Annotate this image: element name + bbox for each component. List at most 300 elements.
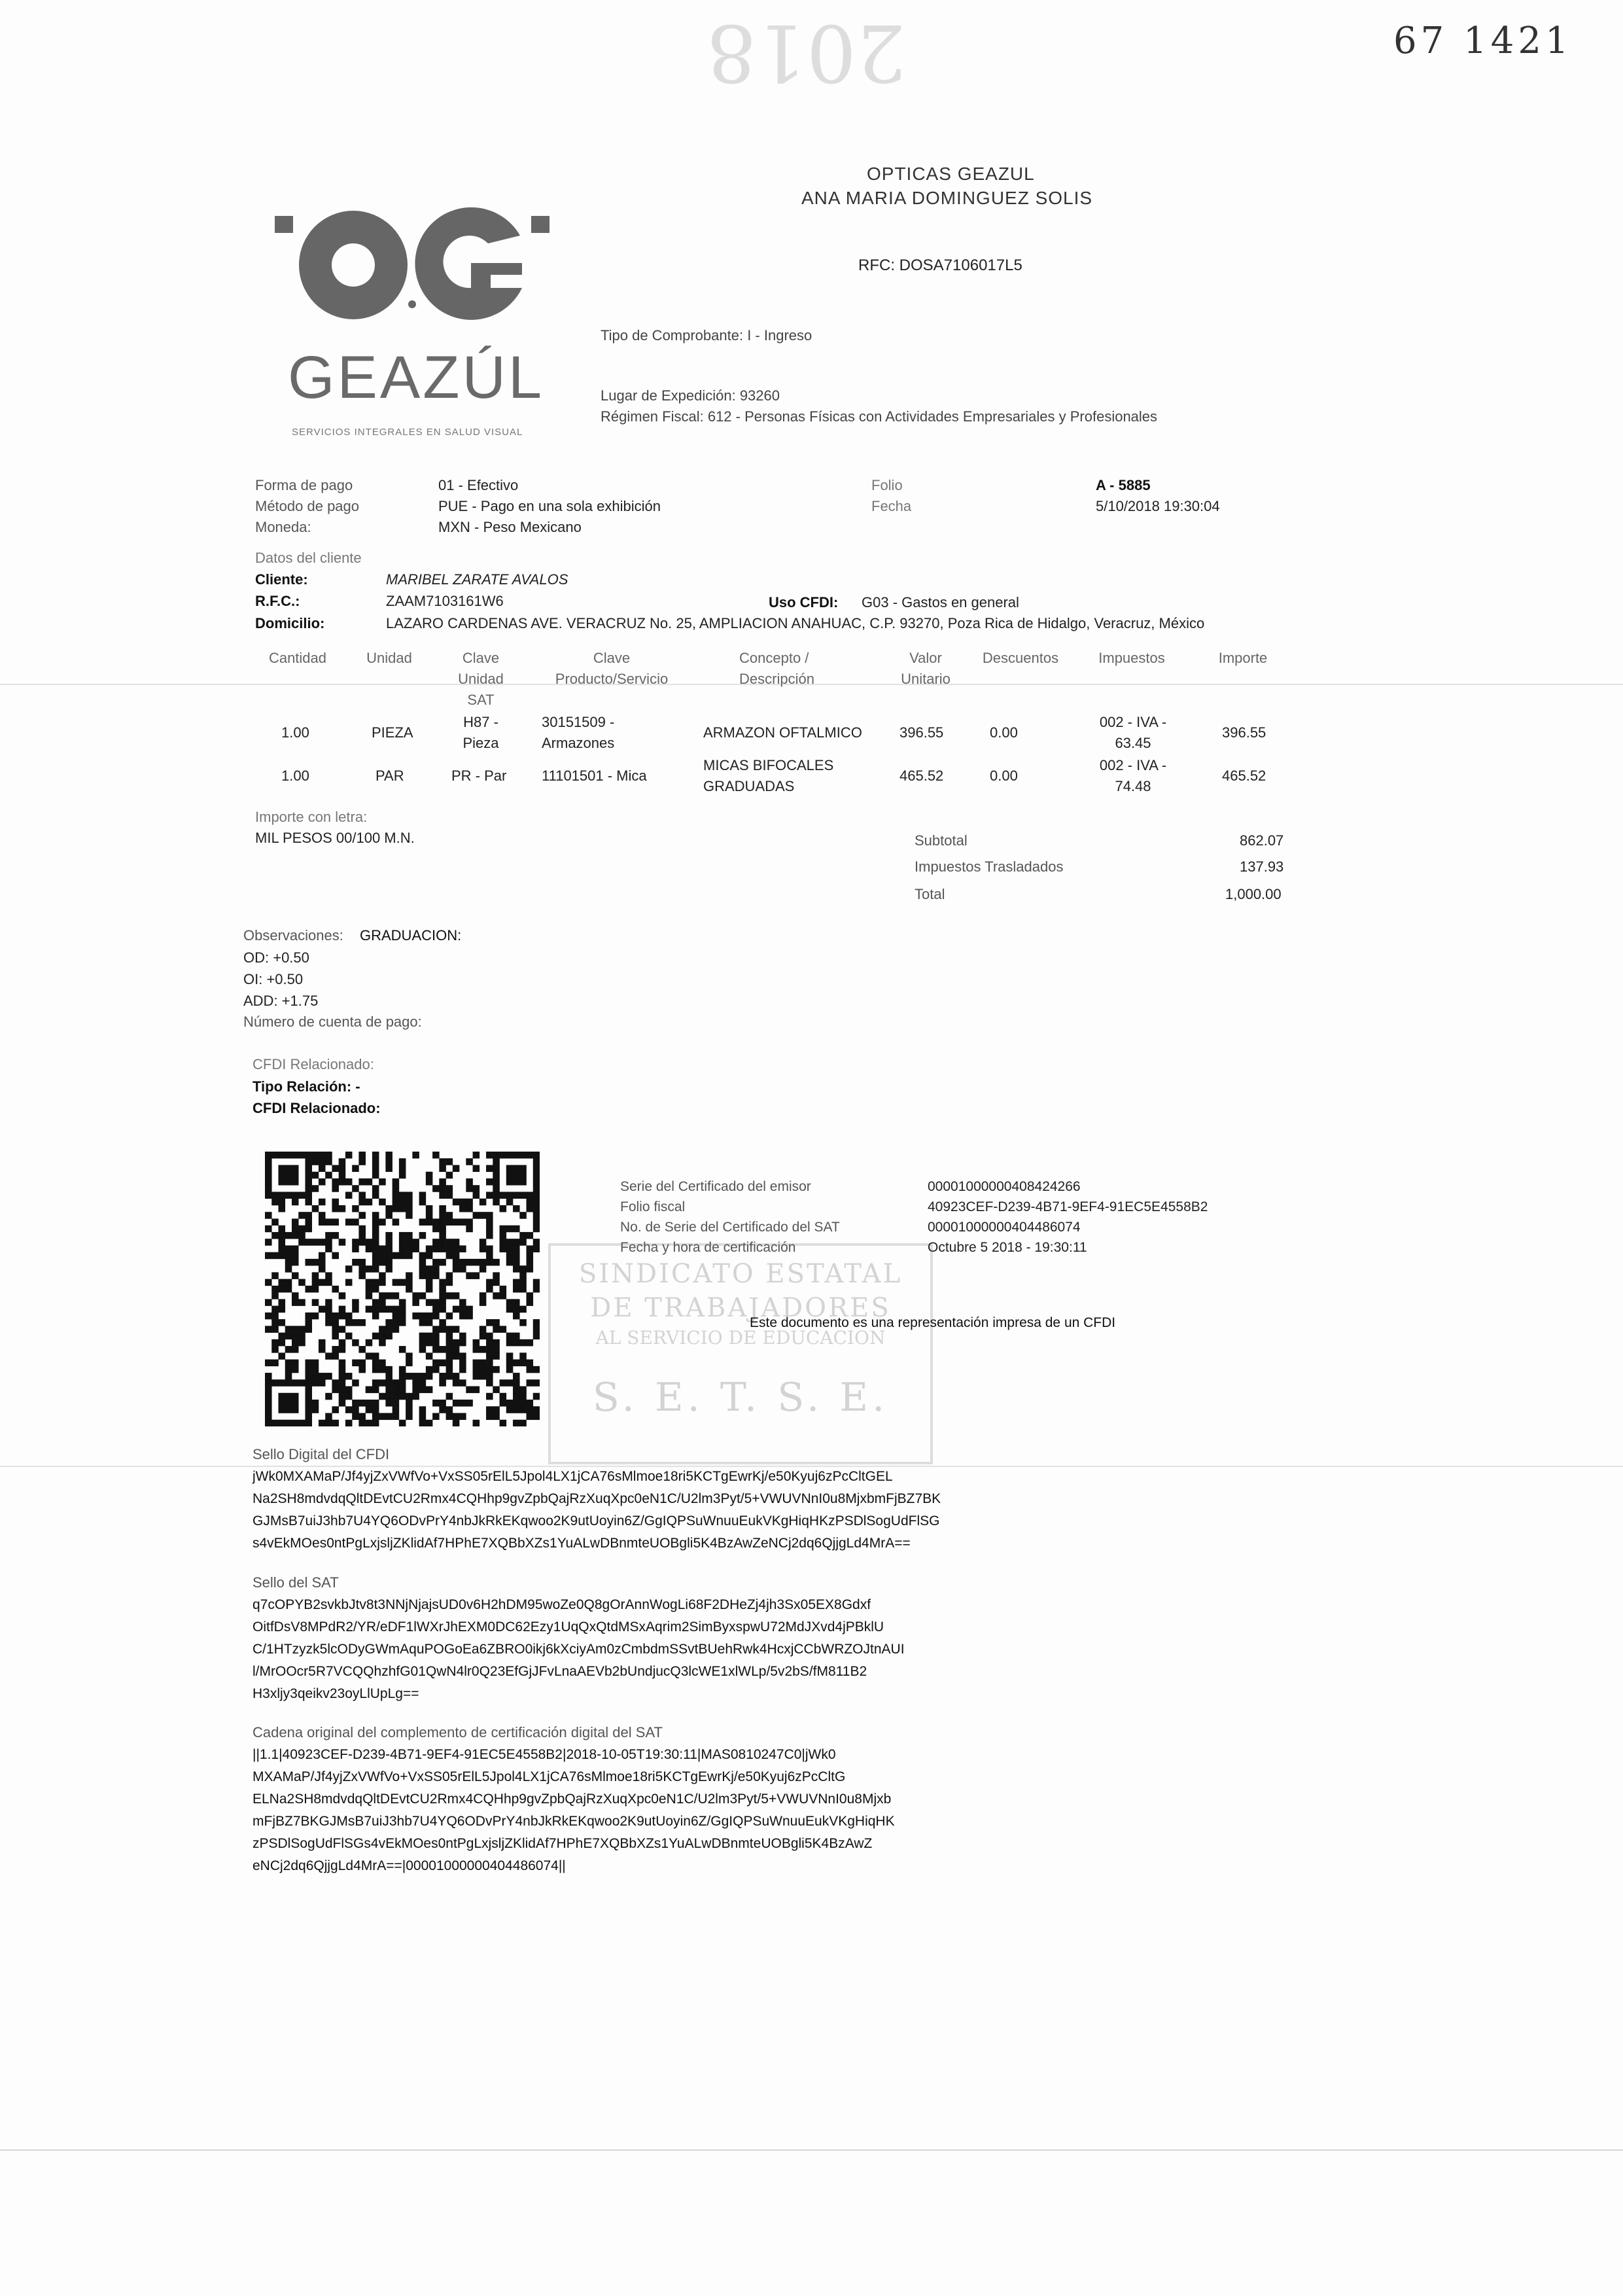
qr-module	[325, 1413, 332, 1421]
qr-module	[432, 1218, 440, 1226]
qr-module	[493, 1366, 500, 1373]
table-row-2-unidad: PAR	[375, 768, 404, 784]
qr-module	[325, 1239, 332, 1246]
qr-module	[432, 1339, 440, 1347]
qr-module	[486, 1333, 493, 1340]
qr-module	[519, 1306, 527, 1313]
qr-module	[426, 1352, 433, 1360]
qr-module	[453, 1352, 460, 1360]
qr-module	[513, 1178, 520, 1186]
qr-module	[312, 1360, 319, 1367]
qr-module	[486, 1339, 493, 1347]
qr-module	[265, 1252, 272, 1260]
qr-module	[446, 1239, 453, 1246]
qr-module	[519, 1239, 527, 1246]
qr-module	[352, 1218, 359, 1226]
qr-module	[325, 1272, 332, 1279]
observaciones-label: Observaciones:	[243, 927, 343, 944]
qr-module	[372, 1265, 379, 1273]
qr-module	[432, 1245, 440, 1252]
qr-module	[513, 1252, 520, 1260]
qr-module	[366, 1386, 373, 1394]
qr-module	[399, 1299, 406, 1306]
qr-module	[319, 1218, 326, 1226]
qr-module	[372, 1420, 379, 1426]
qr-module	[453, 1239, 460, 1246]
qr-module	[453, 1346, 460, 1353]
qr-module	[325, 1172, 332, 1179]
qr-module	[519, 1178, 527, 1186]
client-rfc-value: ZAAM7103161W6	[386, 593, 504, 609]
qr-module	[426, 1218, 433, 1226]
qr-module	[527, 1406, 534, 1413]
qr-module	[486, 1360, 493, 1367]
qr-module	[432, 1326, 440, 1333]
qr-module	[312, 1272, 319, 1279]
qr-module	[352, 1185, 359, 1192]
qr-module	[426, 1212, 433, 1219]
qr-module	[493, 1292, 500, 1299]
qr-module	[453, 1420, 460, 1426]
qr-module	[419, 1218, 427, 1226]
qr-module	[271, 1420, 279, 1426]
qr-module	[432, 1272, 440, 1279]
qr-module	[533, 1333, 540, 1340]
qr-module	[473, 1420, 480, 1426]
qr-module	[493, 1326, 500, 1333]
qr-module	[453, 1218, 460, 1226]
qr-module	[506, 1245, 514, 1252]
qr-module	[366, 1279, 373, 1286]
qr-module	[426, 1420, 433, 1426]
qr-module	[500, 1245, 507, 1252]
qr-module	[372, 1313, 379, 1320]
qr-module	[325, 1420, 332, 1426]
qr-module	[412, 1379, 419, 1386]
qr-module	[527, 1292, 534, 1299]
qr-module	[453, 1265, 460, 1273]
qr-module	[406, 1393, 413, 1400]
qr-module	[358, 1346, 366, 1353]
qr-module	[379, 1178, 386, 1186]
qr-module	[385, 1165, 393, 1172]
qr-module	[446, 1346, 453, 1353]
qr-module	[339, 1239, 346, 1246]
qr-module	[533, 1226, 540, 1233]
qr-module	[358, 1259, 366, 1266]
qr-module	[533, 1326, 540, 1333]
qr-module	[432, 1360, 440, 1367]
qr-module	[372, 1366, 379, 1373]
table-row-2-impuestos: 002 - IVA - 74.48	[1099, 757, 1167, 794]
qr-module	[480, 1239, 487, 1246]
qr-module	[358, 1319, 366, 1326]
qr-module	[345, 1265, 353, 1273]
qr-module	[312, 1299, 319, 1306]
sello-sat-line: q7cOPYB2svkbJtv8t3NNjNjajsUD0v6H2hDM95woZe0Q8gOrAnnWogLi68F2DHeZj4jh3Sx05EX8Gdxf	[253, 1597, 871, 1612]
qr-module	[358, 1192, 366, 1199]
qr-module	[298, 1379, 305, 1386]
qr-module	[513, 1165, 520, 1172]
qr-module	[506, 1352, 514, 1360]
col-header-clave-producto: Clave Producto/Servicio	[555, 650, 669, 687]
qr-module	[506, 1306, 514, 1313]
qr-module	[466, 1400, 473, 1407]
qr-module	[385, 1239, 393, 1246]
qr-module	[345, 1386, 353, 1394]
qr-module	[533, 1379, 540, 1386]
folio-fiscal-value: 40923CEF-D239-4B71-9EF4-91EC5E4558B2	[928, 1199, 1208, 1214]
qr-module	[305, 1313, 312, 1320]
qr-module	[406, 1279, 413, 1286]
qr-module	[345, 1152, 353, 1159]
qr-module	[500, 1326, 507, 1333]
qr-module	[385, 1366, 393, 1373]
qr-module	[419, 1292, 427, 1299]
qr-module	[352, 1205, 359, 1212]
qr-module	[312, 1259, 319, 1266]
table-row-2-cantidad: 1.00	[281, 768, 309, 784]
qr-module	[358, 1420, 366, 1426]
qr-module	[419, 1373, 427, 1380]
qr-module	[500, 1226, 507, 1233]
qr-module	[466, 1226, 473, 1233]
qr-module	[319, 1158, 326, 1165]
table-row-2-valor: 465.52	[899, 768, 944, 784]
table-row-1-impuestos: 002 - IVA - 63.45	[1099, 714, 1167, 751]
qr-module	[533, 1165, 540, 1172]
qr-module	[372, 1279, 379, 1286]
qr-module	[480, 1245, 487, 1252]
qr-module	[305, 1319, 312, 1326]
qr-module	[358, 1212, 366, 1219]
qr-module	[419, 1199, 427, 1206]
qr-module	[519, 1192, 527, 1199]
qr-module	[332, 1406, 339, 1413]
qr-module	[419, 1406, 427, 1413]
qr-module	[506, 1178, 514, 1186]
col-header-importe: Importe	[1218, 650, 1268, 666]
qr-module	[453, 1413, 460, 1421]
qr-module	[493, 1352, 500, 1360]
qr-module	[278, 1393, 285, 1400]
graduacion-od: OD: +0.50	[243, 949, 309, 966]
qr-module	[459, 1299, 466, 1306]
qr-module	[358, 1152, 366, 1159]
qr-module	[372, 1386, 379, 1394]
qr-module	[412, 1292, 419, 1299]
qr-module	[385, 1292, 393, 1299]
qr-module	[506, 1339, 514, 1347]
qr-module	[519, 1406, 527, 1413]
qr-module	[385, 1379, 393, 1386]
qr-module	[265, 1172, 272, 1179]
cadena-line: mFjBZ7BKGJMsB7uiJ3hb7U4YQ6ODvPrY4nbJkRkEKqwoo2K9utUoyin6Z/GgIQPSuWnuuEukVKgHiqHK	[253, 1814, 895, 1829]
qr-module	[271, 1346, 279, 1353]
regimen-fiscal: Régimen Fiscal: 612 - Personas Físicas con Actividades Empresariales y Profesionales	[601, 408, 1158, 425]
qr-module	[426, 1313, 433, 1320]
qr-module	[385, 1373, 393, 1380]
qr-module	[298, 1239, 305, 1246]
qr-module	[406, 1232, 413, 1239]
qr-module	[292, 1346, 299, 1353]
qr-module	[265, 1393, 272, 1400]
qr-module	[446, 1192, 453, 1199]
qr-module	[372, 1306, 379, 1313]
qr-module	[432, 1299, 440, 1306]
qr-module	[399, 1319, 406, 1326]
qr-module	[399, 1252, 406, 1260]
qr-module	[366, 1239, 373, 1246]
qr-module	[385, 1252, 393, 1260]
qr-module	[446, 1158, 453, 1165]
qr-module	[393, 1192, 400, 1199]
qr-module	[358, 1232, 366, 1239]
qr-module	[432, 1226, 440, 1233]
qr-module	[339, 1306, 346, 1313]
qr-module	[500, 1232, 507, 1239]
qr-module	[345, 1313, 353, 1320]
qr-module	[352, 1360, 359, 1367]
qr-module	[500, 1292, 507, 1299]
table-row-1-concepto: ARMAZON OFTALMICO	[703, 724, 862, 741]
qr-module	[406, 1199, 413, 1206]
forma-pago-label: Forma de pago	[255, 477, 353, 493]
qr-module	[292, 1245, 299, 1252]
qr-module	[265, 1152, 272, 1159]
qr-module	[372, 1239, 379, 1246]
qr-module	[372, 1379, 379, 1386]
qr-module	[486, 1259, 493, 1266]
qr-module	[419, 1420, 427, 1426]
qr-module	[271, 1199, 279, 1206]
qr-module	[486, 1319, 493, 1326]
qr-module	[513, 1172, 520, 1179]
qr-module	[358, 1400, 366, 1407]
faded-year: 2018	[707, 7, 907, 97]
qr-module	[339, 1292, 346, 1299]
qr-module	[305, 1165, 312, 1172]
qr-module	[493, 1272, 500, 1279]
qr-module	[393, 1218, 400, 1226]
qr-module	[459, 1360, 466, 1367]
qr-module	[466, 1199, 473, 1206]
qr-module	[513, 1286, 520, 1293]
qr-module	[305, 1158, 312, 1165]
qr-module	[358, 1158, 366, 1165]
serie-sat-label: No. de Serie del Certificado del SAT	[620, 1220, 840, 1235]
qr-module	[412, 1299, 419, 1306]
qr-module	[372, 1400, 379, 1407]
qr-module	[453, 1165, 460, 1172]
qr-module	[339, 1373, 346, 1380]
qr-module	[406, 1400, 413, 1407]
impuestos-trasladados-label: Impuestos Trasladados	[915, 858, 1064, 875]
qr-module	[432, 1259, 440, 1266]
moneda-value: MXN - Peso Mexicano	[438, 519, 582, 535]
qr-module	[459, 1218, 466, 1226]
qr-module	[379, 1333, 386, 1340]
qr-module	[439, 1326, 446, 1333]
qr-module	[393, 1413, 400, 1421]
qr-module	[372, 1192, 379, 1199]
qr-module	[379, 1306, 386, 1313]
qr-module	[339, 1158, 346, 1165]
stamp-sindicato	[548, 1243, 933, 1464]
qr-module	[480, 1292, 487, 1299]
qr-module	[358, 1265, 366, 1273]
qr-module	[372, 1172, 379, 1179]
qr-module	[379, 1379, 386, 1386]
qr-module	[446, 1252, 453, 1260]
qr-module	[305, 1178, 312, 1186]
sello-sat-block	[253, 1594, 905, 1705]
qr-module	[446, 1339, 453, 1347]
qr-module	[459, 1199, 466, 1206]
qr-code	[265, 1152, 540, 1430]
cadena-line: zPSDlSogUdFlSGs4vEkMOes0ntPgLxjsljZKlidAf7HPhE7XQBbXZs1YuALwDBnmteUOBgli5K4BzAwZ	[253, 1836, 873, 1851]
observaciones-value: GRADUACION:	[360, 927, 462, 944]
qr-module	[419, 1346, 427, 1353]
qr-module	[500, 1379, 507, 1386]
qr-module	[285, 1152, 292, 1159]
qr-module	[432, 1313, 440, 1320]
qr-module	[527, 1152, 534, 1159]
fecha-label: Fecha	[871, 498, 912, 514]
cadena-original-title: Cadena original del complemento de certificación digital del SAT	[253, 1724, 663, 1740]
qr-module	[399, 1366, 406, 1373]
qr-module	[527, 1259, 534, 1266]
qr-module	[265, 1360, 272, 1367]
qr-module	[385, 1205, 393, 1212]
qr-module	[426, 1373, 433, 1380]
qr-module	[432, 1265, 440, 1273]
qr-module	[271, 1252, 279, 1260]
qr-module	[439, 1232, 446, 1239]
qr-module	[372, 1185, 379, 1192]
qr-module	[366, 1420, 373, 1426]
qr-module	[325, 1313, 332, 1320]
qr-module	[493, 1165, 500, 1172]
qr-module	[466, 1386, 473, 1394]
sello-cfdi-line: jWk0MXAMaP/Jf4yjZxVWfVo+VxSS05rElL5Jpol4LX1jCA76sMlmoe18ri5KCTgEwrKj/e50Kyuj6zPcCltGEL	[253, 1469, 893, 1484]
qr-module	[352, 1245, 359, 1252]
qr-module	[513, 1313, 520, 1320]
qr-module	[319, 1279, 326, 1286]
qr-module	[506, 1259, 514, 1266]
qr-module	[480, 1346, 487, 1353]
qr-module	[533, 1172, 540, 1179]
qr-module	[332, 1313, 339, 1320]
qr-module	[372, 1333, 379, 1340]
qr-module	[519, 1272, 527, 1279]
qr-module	[372, 1158, 379, 1165]
qr-module	[285, 1393, 292, 1400]
impuestos-trasladados-value: 137.93	[1240, 858, 1284, 875]
qr-module	[265, 1413, 272, 1421]
qr-module	[399, 1346, 406, 1353]
qr-module	[393, 1386, 400, 1394]
qr-module	[406, 1272, 413, 1279]
qr-module	[312, 1152, 319, 1159]
sello-sat-line: C/1HTzyzk5lcODyGWmAquPOGoEa6ZBRO0ikj6kXciyAm0zCmbdmSSvtBUehRwk4HcxjCCbWRZOJtnAUI	[253, 1642, 905, 1657]
qr-module	[379, 1413, 386, 1421]
qr-module	[406, 1286, 413, 1293]
qr-module	[513, 1420, 520, 1426]
qr-module	[473, 1386, 480, 1394]
metodo-pago-value: PUE - Pago en una sola exhibición	[438, 498, 661, 514]
qr-module	[278, 1279, 285, 1286]
qr-module	[305, 1386, 312, 1394]
qr-module	[305, 1326, 312, 1333]
table-row-2-concepto: MICAS BIFOCALES GRADUADAS	[703, 757, 834, 794]
qr-module	[265, 1212, 272, 1219]
qr-module	[500, 1420, 507, 1426]
qr-module	[285, 1346, 292, 1353]
qr-module	[305, 1192, 312, 1199]
qr-module	[493, 1339, 500, 1347]
qr-module	[446, 1272, 453, 1279]
qr-module	[271, 1379, 279, 1386]
qr-module	[285, 1333, 292, 1340]
qr-module	[393, 1400, 400, 1407]
qr-module	[480, 1299, 487, 1306]
qr-module	[432, 1333, 440, 1340]
qr-module	[459, 1313, 466, 1320]
qr-module	[372, 1212, 379, 1219]
cuenta-pago-label: Número de cuenta de pago:	[243, 1014, 422, 1030]
qr-module	[265, 1313, 272, 1320]
qr-module	[506, 1252, 514, 1260]
qr-module	[453, 1292, 460, 1299]
qr-module	[412, 1239, 419, 1246]
qr-module	[500, 1239, 507, 1246]
qr-module	[399, 1420, 406, 1426]
handwritten-number: 67 1421	[1393, 20, 1573, 62]
domicilio-value: LAZARO CARDENAS AVE. VERACRUZ No. 25, AMPLIACION ANAHUAC, C.P. 93270, Poza Rica de Hidalgo, Veracruz, México	[386, 615, 1205, 631]
uso-cfdi-label: Uso CFDI:	[769, 594, 839, 610]
importe-letra-value: MIL PESOS 00/100 M.N.	[255, 830, 415, 846]
qr-module	[493, 1178, 500, 1186]
forma-pago-value: 01 - Efectivo	[438, 477, 519, 493]
qr-module	[292, 1218, 299, 1226]
qr-module	[446, 1172, 453, 1179]
qr-module	[379, 1299, 386, 1306]
qr-module	[345, 1279, 353, 1286]
qr-module	[385, 1333, 393, 1340]
cadena-original-block	[253, 1744, 895, 1877]
qr-module	[292, 1299, 299, 1306]
qr-module	[393, 1292, 400, 1299]
qr-module	[446, 1292, 453, 1299]
qr-module	[527, 1265, 534, 1273]
qr-module	[332, 1286, 339, 1293]
qr-module	[352, 1339, 359, 1347]
qr-module	[285, 1165, 292, 1172]
stamp-line-1: SINDICATO ESTATAL	[578, 1259, 903, 1289]
sello-sat-line: l/MrOOcr5R7VCQQhzhfG01QwN4lr0Q23EfGjJFvLnaAEVb2bUndjucQ3lcWE1xlWLp/5v2bS/fM811B2	[253, 1664, 867, 1679]
qr-module	[506, 1333, 514, 1340]
qr-module	[271, 1286, 279, 1293]
qr-module	[446, 1333, 453, 1340]
qr-module	[446, 1373, 453, 1380]
qr-module	[406, 1245, 413, 1252]
stamp-line-2: DE TRABAJADORES	[590, 1293, 891, 1323]
qr-module	[480, 1360, 487, 1367]
qr-module	[312, 1205, 319, 1212]
qr-module	[500, 1286, 507, 1293]
qr-module	[278, 1199, 285, 1206]
